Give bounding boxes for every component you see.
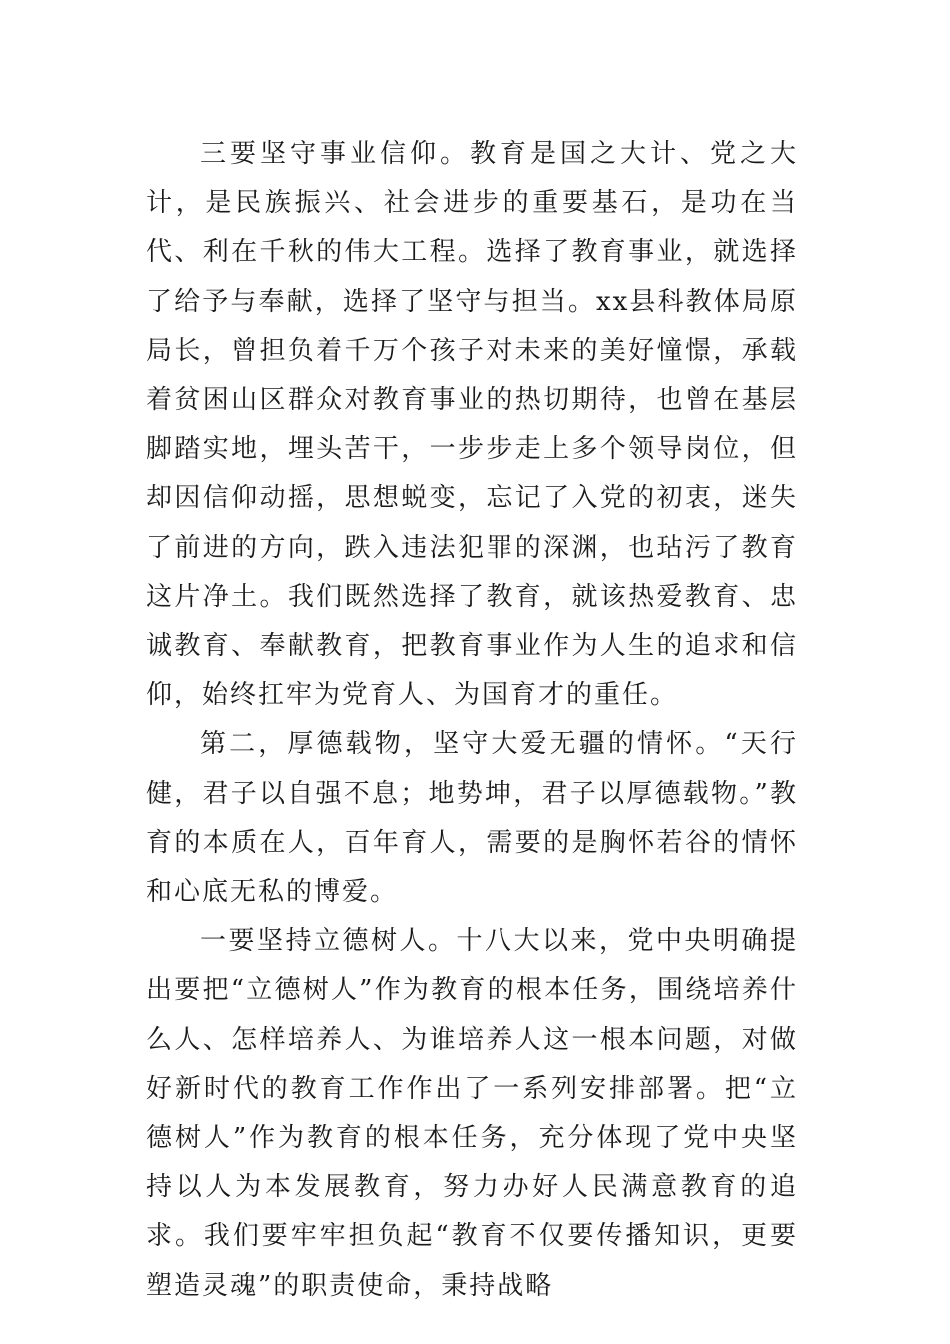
paragraph-3: 一要坚持立德树人。十八大以来，党中央明确提出要把“立德树人”作为教育的根本任务，围绕培养什么人、怎样培养人、为谁培养人这一根本问题，对做好新时代的教育工作作出了一系列安排部署。把“立德树人”作为教育的根本任务，充分体现了党中央坚持以人为本发展教育，努力办好人民满意教育的追求。我们要牢牢担负起“教育不仅要传播知识，更要塑造灵魂”的职责使命，秉持战略 <box>146 926 798 1301</box>
paragraph-2: 第二，厚德载物，坚守大爱无疆的情怀。“天行健，君子以自强不息；地势坤，君子以厚德载物。”教育的本质在人，百年育人，需要的是胸怀若谷的情怀和心底无私的博爱。 <box>146 729 798 908</box>
paragraph-1: 三要坚守事业信仰。教育是国之大计、党之大计，是民族振兴、社会进步的重要基石，是功在当代、利在千秋的伟大工程。选择了教育事业，就选择了给予与奉献，选择了坚守与担当。xx县科教体局原局长，曾担负着千万个孩子对未来的美好憧憬，承载着贫困山区群众对教育事业的热切期待，也曾在基层脚踏实地，埋头苦干，一步步走上多个领导岗位，但却因信仰动摇，思想蜕变，忘记了入党的初衷，迷失了前进的方向，跌入违法犯罪的深渊，也玷污了教育这片净土。我们既然选择了教育，就该热爱教育、忠诚教育、奉献教育，把教育事业作为人生的追求和信仰，始终扛牢为党育人、为国育才的重任。 <box>146 139 798 711</box>
document-body <box>146 130 798 1311</box>
